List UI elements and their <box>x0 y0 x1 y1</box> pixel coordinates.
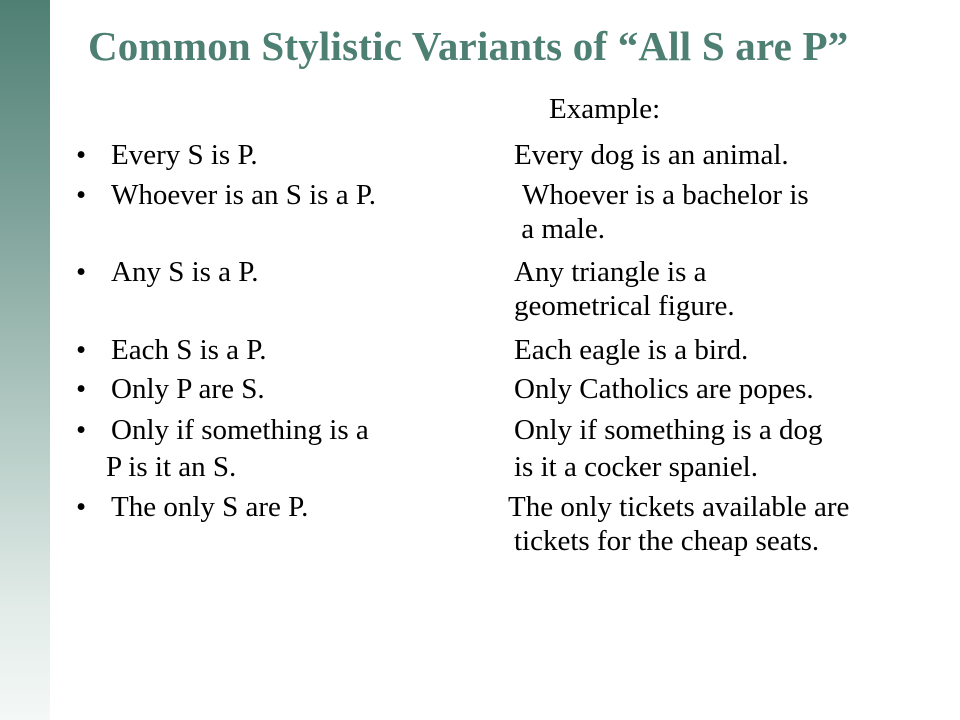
variant-form-line: Only if something is a <box>111 414 369 446</box>
variant-form-line: Whoever is an S is a P. <box>111 179 376 211</box>
example-line: Each eagle is a bird. <box>514 334 749 366</box>
variant-form-line: Each S is a P. <box>111 334 267 366</box>
bullet-glyph: • <box>76 334 87 366</box>
decorative-side-bar <box>0 0 50 720</box>
slide-title: Common Stylistic Variants of “All S are P” <box>88 23 849 69</box>
bullet-glyph: • <box>76 414 87 446</box>
example-column-header: Example: <box>549 93 661 125</box>
example-line: Any triangle is a <box>514 256 707 288</box>
example-line: Only Catholics are popes. <box>514 373 814 405</box>
variant-form-line: Any S is a P. <box>111 256 259 288</box>
bullet-glyph: • <box>76 256 87 288</box>
variant-form-line: P is it an S. <box>106 451 237 483</box>
bullet-glyph: • <box>76 139 87 171</box>
variant-form-line: Every S is P. <box>111 139 258 171</box>
bullet-glyph: • <box>76 179 87 211</box>
variant-form-line: The only S are P. <box>111 491 309 523</box>
example-line: Every dog is an animal. <box>514 139 789 171</box>
example-line: is it a cocker spaniel. <box>514 451 758 483</box>
example-line: The only tickets available are <box>508 491 850 523</box>
example-line: tickets for the cheap seats. <box>514 525 820 557</box>
bullet-glyph: • <box>76 491 87 523</box>
example-line: Only if something is a dog <box>514 414 823 446</box>
example-line: a male. <box>514 213 605 245</box>
bullet-glyph: • <box>76 373 87 405</box>
variant-form-line: Only P are S. <box>111 373 265 405</box>
example-line: Whoever is a bachelor is <box>522 179 809 211</box>
example-line: geometrical figure. <box>514 290 735 322</box>
